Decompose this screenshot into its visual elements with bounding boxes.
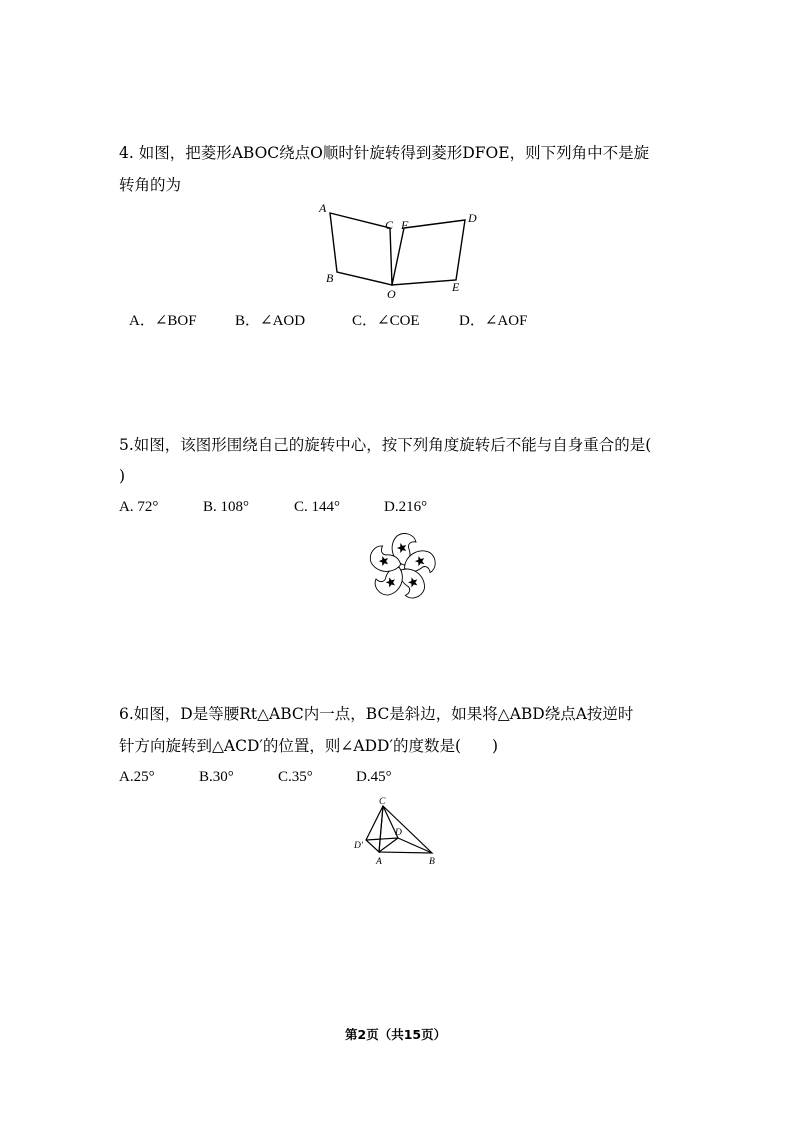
label-d: D — [395, 828, 402, 838]
label-b: B — [326, 271, 334, 285]
q6-choice-b: B.30° — [199, 769, 234, 785]
label-c: C — [385, 218, 394, 232]
label-f: F — [401, 218, 409, 232]
q4-text-line2: 转角的为 — [119, 176, 182, 194]
q5-bauhinia-flower-figure — [362, 530, 442, 604]
q5-choice-d: D.216° — [384, 499, 428, 515]
triangle-acd-prime — [366, 806, 383, 852]
label-d: D — [468, 211, 477, 225]
q6-text-line2: 针方向旋转到△ACD′的位置，则∠ADD′的度数是( ) — [119, 737, 499, 755]
q5-choice-c: C. 144° — [294, 499, 341, 515]
segment-ad — [379, 838, 398, 852]
q5-text-line2: ) — [119, 467, 126, 485]
q6-triangle-figure — [348, 794, 442, 870]
q4-choice-a: A．∠BOF — [129, 313, 197, 329]
label-a: A — [376, 857, 382, 867]
q6-choice-c: C.35° — [278, 769, 313, 785]
label-b: B — [429, 857, 435, 867]
rhombus-aboc — [330, 213, 392, 285]
label-c: C — [379, 797, 386, 807]
label-d-prime: D′ — [354, 841, 363, 851]
q4-text-line1: 4. 如图，把菱形ABOC绕点O顺时针旋转得到菱形DFOE，则下列角中不是旋 — [119, 144, 650, 162]
q4-rhombus-figure — [310, 200, 490, 300]
q4-choice-c: C．∠COE — [352, 313, 420, 329]
q5-text-line1: 5.如图，该图形围绕自己的旋转中心，按下列角度旋转后不能与自身重合的是( — [119, 436, 652, 454]
label-o: O — [387, 287, 396, 300]
label-e: E — [452, 280, 460, 294]
q6-choice-d: D.45° — [356, 769, 392, 785]
label-a: A — [319, 201, 327, 215]
segment-dd-prime — [366, 838, 398, 840]
q6-text-line1: 6.如图，D是等腰Rt△ABC内一点，BC是斜边，如果将△ABD绕点A按逆时 — [119, 705, 634, 723]
q6-choice-a: A.25° — [119, 769, 155, 785]
q4-choice-b: B．∠AOD — [235, 313, 306, 329]
q5-choice-b: B. 108° — [203, 499, 250, 515]
q5-choice-a: A. 72° — [119, 499, 159, 515]
q4-choice-d: D．∠AOF — [459, 313, 528, 329]
segment-db — [398, 838, 432, 853]
page-number-footer: 第2页（共15页） — [345, 1027, 447, 1042]
